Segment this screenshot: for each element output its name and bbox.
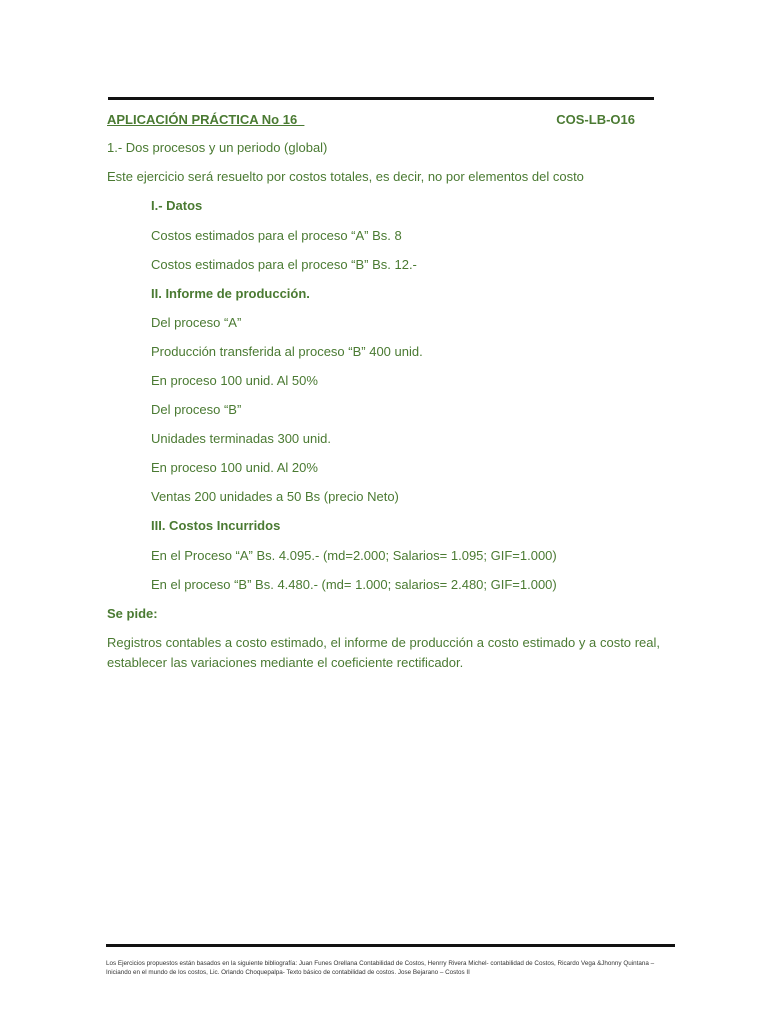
request-paragraph: Registros contables a costo estimado, el informe de producción a costo estimado y a costo real, establecer las variaciones mediante el coeficiente rectificador. xyxy=(107,635,660,670)
se-pide-heading: Se pide: xyxy=(107,606,158,621)
intro-line-2: Este ejercicio será resuelto por costos totales, es decir, no por elementos del costo xyxy=(107,169,584,184)
informe-line-1: Del proceso “A” xyxy=(151,315,242,330)
informe-line-3: En proceso 100 unid. Al 50% xyxy=(151,373,318,388)
section-heading-costos: III. Costos Incurridos xyxy=(151,518,281,533)
informe-line-4: Del proceso “B” xyxy=(151,402,242,417)
bibliography-footer: Los Ejercicios propuestos están basados en la siguiente bibliografía: Juan Funes Orellana Contabilidad de Costos, Henrry Rivera Michel- contabilidad de Costos, Ricardo Vega &Jhonny Quintana – Iniciando en el mundo de los costos, Lic. Orlando Choquepalpa- Texto básico de contabilidad de costos. Jose Bejarano – Costos II xyxy=(106,960,655,976)
section-heading-informe: II. Informe de producción. xyxy=(151,286,310,301)
informe-line-7: Ventas 200 unidades a 50 Bs (precio Neto) xyxy=(151,489,399,504)
datos-line-1: Costos estimados para el proceso “A” Bs. 8 xyxy=(151,228,402,243)
section-heading-datos: I.- Datos xyxy=(151,198,203,213)
top-divider xyxy=(108,97,654,100)
informe-line-2: Producción transferida al proceso “B” 400 unid. xyxy=(151,344,423,359)
intro-line-1: 1.- Dos procesos y un periodo (global) xyxy=(107,140,328,155)
document-title: APLICACIÓN PRÁCTICA No 16 xyxy=(107,112,305,127)
datos-line-2: Costos estimados para el proceso “B” Bs. 12.- xyxy=(151,257,417,272)
costos-line-1: En el Proceso “A” Bs. 4.095.- (md=2.000; Salarios= 1.095; GIF=1.000) xyxy=(151,548,557,563)
costos-line-2: En el proceso “B” Bs. 4.480.- (md= 1.000; salarios= 2.480; GIF=1.000) xyxy=(151,577,557,592)
informe-line-6: En proceso 100 unid. Al 20% xyxy=(151,460,318,475)
informe-line-5: Unidades terminadas 300 unid. xyxy=(151,431,331,446)
bottom-divider xyxy=(106,944,675,947)
document-header xyxy=(107,112,635,130)
document-code: COS-LB-O16 xyxy=(556,112,635,127)
